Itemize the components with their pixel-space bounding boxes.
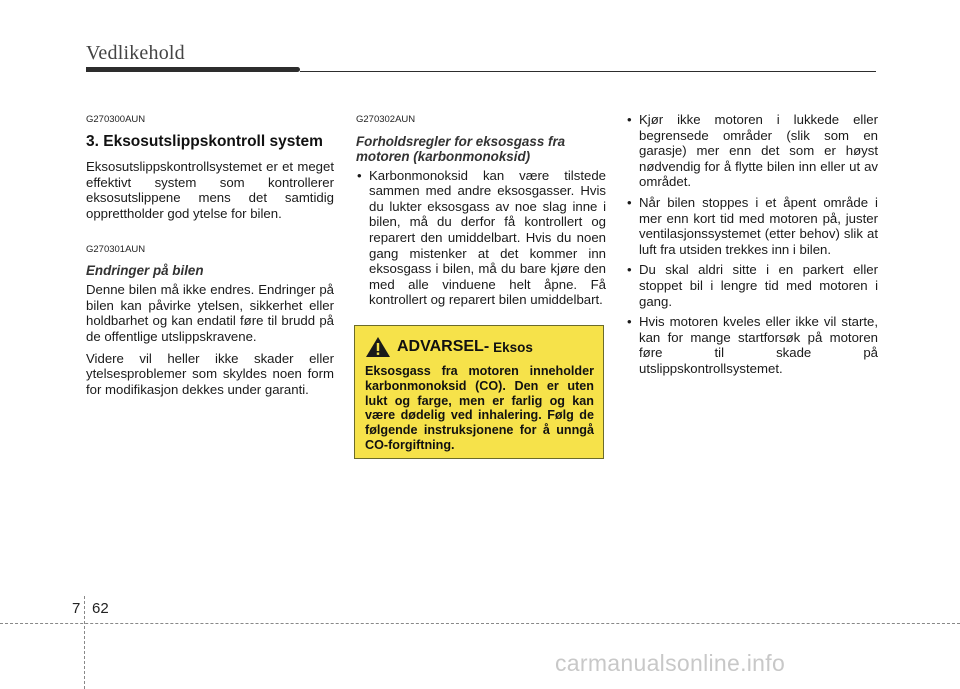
reference-code: G270302AUN [356,114,416,125]
list-item: • Kjør ikke motoren i lukkede eller begrensede områder (slik som en garasje) mer enn det som er høyst nødvendig for å flytte bilen inn eller ut av området. [626,112,878,190]
watermark: carmanualsonline.info [555,650,786,676]
reference-code: G270301AUN [86,243,146,255]
column-left [86,112,334,403]
header-rule-thick [86,67,300,72]
warning-header [365,336,594,358]
warning-box [354,325,604,459]
warning-triangle-icon [365,336,391,358]
bullet-list [356,168,606,308]
list-item: • Du skal aldri sitte i en parkert eller stoppet bil i lengre tid med motoren i gang. [626,262,878,309]
list-item: • Når bilen stoppes i et åpent område i mer enn kort tid med motoren på, juster ventilasjonssystemet (etter behov) slik at luft fra utsiden trekkes inn i bilen. [626,195,878,257]
subheading: Forholdsregler for eksosgass fra motoren (karbonmonoksid) [356,133,566,164]
footer-divider [84,596,85,689]
paragraph: Denne bilen må ikke endres. Endringer på bilen kan påvirke ytelsen, sikkerhet eller holdbarhet og kan endatil føre til brudd på de offentlige utslippskravene. [86,282,334,344]
list-item: • Hvis motoren kveles eller ikke vil starte, kan for mange startforsøk på motoren føre til skade på utslippskontrollsystemet. [626,314,878,376]
chapter-number: 7 [72,600,81,617]
subheading: Endringer på bilen [86,263,204,279]
warning-title: ADVARSEL- [397,338,490,355]
column-middle [356,112,606,313]
column-right [626,112,878,382]
section-heading: 3. Eksosutslippskontroll system [86,132,323,150]
section-title: Vedlikehold [86,42,185,64]
paragraph: Videre vil heller ikke skader eller ytelsesproblemer som skyldes noen form for modifikasjon dekkes under garanti. [86,350,334,397]
footer-rule [0,623,960,624]
list-item: • Karbonmonoksid kan være tilstede sammen med andre eksosgasser. Hvis du lukter eksosgass av noe slag inne i bilen, må du derfor få kontrollert og reparert den umiddelbart. Hvis du noen gang mistenker at det kommer inn eksosgass i bilen, må du bare kjøre den med alle vinduene helt åpne. Få kontrollert og reparert bilen umiddelbart. [356,168,606,308]
header-rule-thin [300,71,876,72]
warning-text: Eksosgass fra motoren inneholder karbonmonoksid (CO). Den er uten lukt og farge, men er farlig og kan være dødelig ved inhalering. Følg de følgende instruksjonene for å unngå CO-forgiftning. [365,364,594,452]
reference-code: G270300AUN [86,114,146,125]
page-number: 62 [92,600,109,617]
warning-topic: Eksos [493,339,533,355]
bullet-list [626,112,878,377]
paragraph: Eksosutslippskontrollsystemet er et meget effektivt system som kontrollerer eksosutslippene mens det samtidig opprettholder god ytelse for bilen. [86,159,334,221]
